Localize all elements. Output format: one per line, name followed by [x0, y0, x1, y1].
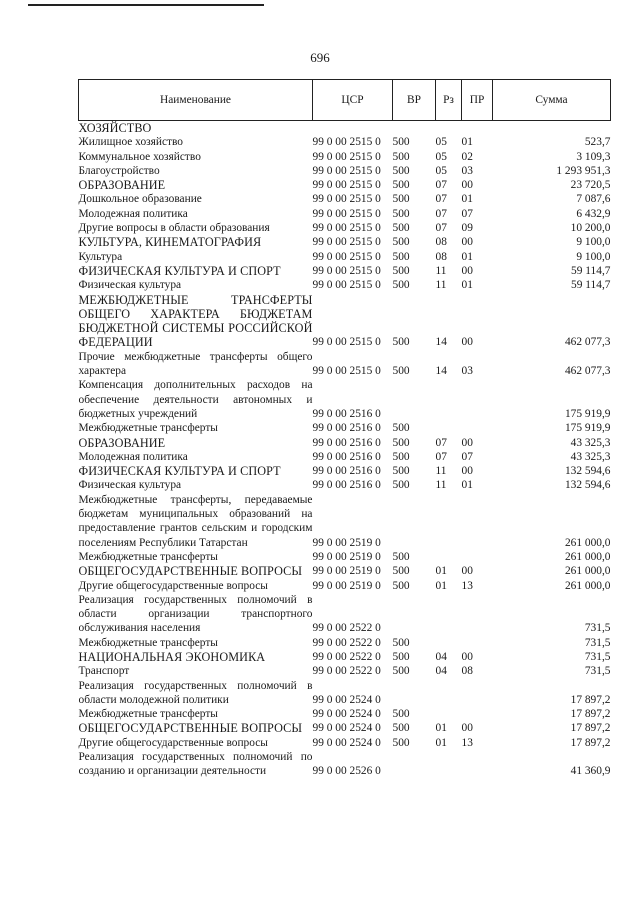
cell-sum: 10 200,0 [570, 222, 611, 235]
cell-pr: 00 [461, 436, 473, 449]
cell-name: Физическая культура [78, 279, 182, 292]
cell-rz: 04 [435, 665, 447, 678]
cell-rz: 07 [435, 179, 447, 192]
cell-rz: 08 [435, 236, 447, 249]
cell-csr: 99 0 00 2515 0 [312, 264, 381, 277]
cell-pr: 02 [461, 150, 473, 163]
cell-name: ОБРАЗОВАНИЕ [78, 435, 166, 450]
cell-sum: 261 000,0 [564, 565, 611, 578]
cell-vr: 500 [392, 479, 410, 492]
cell-csr: 99 0 00 2522 0 [312, 650, 381, 663]
table-row [79, 150, 611, 164]
cell-vr: 500 [392, 722, 410, 735]
table-row [79, 178, 611, 192]
cell-name: Межбюджетные трансферты [78, 636, 218, 649]
cell-vr: 500 [392, 207, 410, 220]
table-row [79, 636, 611, 650]
table-row [79, 250, 611, 264]
cell-sum: 523,7 [584, 136, 611, 149]
cell-vr: 500 [392, 179, 410, 192]
table-row [79, 650, 611, 664]
header-rz: Рз [436, 80, 462, 121]
cell-pr: 00 [461, 236, 473, 249]
cell-sum: 23 720,5 [570, 179, 611, 192]
table-row [79, 378, 611, 421]
cell-sum: 731,5 [584, 650, 611, 663]
cell-csr: 99 0 00 2519 0 [312, 565, 381, 578]
cell-rz [436, 636, 462, 650]
cell-vr: 500 [392, 465, 410, 478]
cell-vr: 500 [392, 365, 410, 378]
cell-rz [436, 121, 462, 136]
budget-table [78, 79, 611, 779]
cell-sum: 731,5 [584, 636, 611, 649]
header-row [79, 80, 611, 121]
table-header [79, 80, 611, 121]
cell-pr: 07 [461, 450, 473, 463]
cell-rz: 07 [435, 450, 447, 463]
cell-csr: 99 0 00 2515 0 [312, 236, 381, 249]
table-row [79, 221, 611, 235]
cell-csr: 99 0 00 2515 0 [312, 207, 381, 220]
cell-vr: 500 [392, 436, 410, 449]
table-row [79, 736, 611, 750]
cell-sum: 132 594,6 [564, 479, 611, 492]
cell-sum: 17 897,2 [570, 708, 611, 721]
cell-vr: 500 [392, 636, 410, 649]
cell-vr: 500 [392, 708, 410, 721]
cell-name: ОБЩЕГОСУДАРСТВЕННЫЕ ВОПРОСЫ [78, 721, 303, 736]
cell-pr [462, 636, 493, 650]
table-row [79, 493, 611, 550]
cell-rz: 07 [435, 222, 447, 235]
cell-csr: 99 0 00 2515 0 [312, 365, 381, 378]
cell-pr [462, 550, 493, 564]
cell-sum: 9 100,0 [576, 236, 611, 249]
cell-rz [436, 750, 462, 779]
cell-rz: 05 [435, 136, 447, 149]
header-csr: ЦСР [313, 80, 393, 121]
cell-name: Реализация государственных полномочий в области организации транспортного обслуживания населения [78, 593, 313, 635]
header-name: Наименование [79, 80, 313, 121]
cell-name: ОБЩЕГОСУДАРСТВЕННЫЕ ВОПРОСЫ [78, 564, 303, 579]
cell-sum: 9 100,0 [576, 250, 611, 263]
cell-csr: 99 0 00 2516 0 [312, 450, 381, 463]
cell-rz [436, 493, 462, 550]
table-row [79, 350, 611, 379]
table-row [79, 450, 611, 464]
table-row [79, 750, 611, 779]
cell-csr: 99 0 00 2516 0 [312, 407, 381, 420]
cell-pr [462, 707, 493, 721]
cell-pr: 09 [461, 222, 473, 235]
cell-name: Благоустройство [78, 164, 160, 177]
cell-pr: 00 [461, 650, 473, 663]
cell-sum: 59 114,7 [571, 279, 611, 292]
cell-vr [393, 750, 436, 779]
cell-csr: 99 0 00 2516 0 [312, 479, 381, 492]
table-row [79, 421, 611, 435]
cell-name: ФИЗИЧЕСКАЯ КУЛЬТУРА И СПОРТ [78, 464, 281, 479]
table-row [79, 664, 611, 678]
cell-pr: 01 [461, 479, 473, 492]
cell-name: Другие общегосударственные вопросы [78, 736, 268, 749]
cell-name: Физическая культура [78, 479, 182, 492]
table-row [79, 207, 611, 221]
cell-rz [436, 550, 462, 564]
cell-pr: 03 [461, 164, 473, 177]
cell-rz: 14 [435, 365, 447, 378]
cell-vr: 500 [392, 264, 410, 277]
cell-csr: 99 0 00 2522 0 [312, 665, 381, 678]
cell-csr: 99 0 00 2515 0 [312, 164, 381, 177]
cell-rz: 07 [435, 436, 447, 449]
cell-name: Молодежная политика [78, 207, 188, 220]
header-vr: ВР [393, 80, 436, 121]
table-body [79, 121, 611, 779]
cell-sum: 3 109,3 [576, 150, 611, 163]
top-rule [28, 4, 264, 6]
cell-name: ХОЗЯЙСТВО [78, 121, 152, 135]
cell-pr: 13 [461, 736, 473, 749]
cell-rz [436, 679, 462, 708]
cell-rz: 07 [435, 207, 447, 220]
cell-csr: 99 0 00 2519 0 [312, 536, 381, 549]
cell-csr: 99 0 00 2515 0 [312, 150, 381, 163]
cell-vr: 500 [392, 650, 410, 663]
cell-pr: 03 [461, 365, 473, 378]
cell-vr [393, 121, 436, 136]
cell-sum: 7 087,6 [576, 193, 611, 206]
table-row [79, 135, 611, 149]
cell-name: Межбюджетные трансферты [78, 422, 218, 435]
cell-name: Транспорт [78, 665, 130, 678]
cell-name: ОБРАЗОВАНИЕ [78, 178, 166, 193]
cell-pr [462, 593, 493, 636]
cell-rz [436, 593, 462, 636]
cell-name: Компенсация дополнительных расходов на обеспечение деятельности автономных и бюджетных учреждений [78, 379, 313, 420]
cell-csr: 99 0 00 2522 0 [312, 622, 381, 635]
cell-pr [462, 121, 493, 136]
cell-csr: 99 0 00 2515 0 [312, 136, 381, 149]
cell-name: Дошкольное образование [78, 193, 202, 206]
cell-vr: 500 [392, 450, 410, 463]
table-row [79, 192, 611, 206]
cell-name: Реализация государственных полномочий в области молодежной политики [78, 679, 313, 706]
cell-csr: 99 0 00 2515 0 [312, 279, 381, 292]
cell-vr: 500 [392, 136, 410, 149]
cell-name: Другие общегосударственные вопросы [78, 579, 268, 592]
cell-rz [436, 707, 462, 721]
cell-sum: 43 325,3 [570, 436, 611, 449]
cell-vr: 500 [392, 736, 410, 749]
cell-rz: 05 [435, 164, 447, 177]
cell-name: Прочие межбюджетные трансферты общего характера [78, 350, 313, 378]
cell-sum: 261 000,0 [564, 579, 611, 592]
cell-vr: 500 [392, 279, 410, 292]
cell-rz: 01 [435, 722, 447, 735]
cell-vr: 500 [392, 236, 410, 249]
cell-csr: 99 0 00 2515 0 [312, 193, 381, 206]
header-pr: ПР [462, 80, 493, 121]
cell-csr: 99 0 00 2516 0 [312, 436, 381, 449]
cell-vr [393, 593, 436, 636]
cell-name: Межбюджетные трансферты [78, 550, 218, 563]
cell-name: КУЛЬТУРА, КИНЕМАТОГРАФИЯ [78, 235, 262, 250]
cell-name: Жилищное хозяйство [78, 136, 184, 149]
cell-sum: 462 077,3 [564, 365, 611, 378]
cell-sum: 132 594,6 [564, 465, 611, 478]
cell-rz: 04 [435, 650, 447, 663]
cell-rz: 08 [435, 250, 447, 263]
cell-pr [462, 750, 493, 779]
cell-rz: 07 [435, 193, 447, 206]
cell-vr: 500 [392, 336, 410, 349]
cell-sum: 41 360,9 [570, 765, 611, 778]
cell-csr: 99 0 00 2522 0 [312, 636, 381, 649]
table-row [79, 593, 611, 636]
table-row [79, 564, 611, 578]
cell-sum: 175 919,9 [564, 422, 611, 435]
cell-sum: 17 897,2 [570, 722, 611, 735]
cell-rz: 05 [435, 150, 447, 163]
cell-sum: 59 114,7 [571, 264, 611, 277]
cell-name: Реализация государственных полномочий по созданию и организации деятельности [78, 751, 313, 778]
cell-name: Культура [78, 250, 123, 263]
cell-pr: 00 [461, 565, 473, 578]
cell-csr: 99 0 00 2526 0 [312, 765, 381, 778]
cell-vr: 500 [392, 550, 410, 563]
cell-csr: 99 0 00 2519 0 [312, 579, 381, 592]
cell-rz: 01 [435, 579, 447, 592]
cell-sum: 6 432,9 [576, 207, 611, 220]
cell-vr: 500 [392, 250, 410, 263]
cell-rz: 01 [435, 736, 447, 749]
cell-vr: 500 [392, 193, 410, 206]
table-row [79, 721, 611, 735]
cell-pr: 01 [461, 250, 473, 263]
table-row [79, 121, 611, 136]
cell-csr: 99 0 00 2524 0 [312, 736, 381, 749]
cell-pr [462, 378, 493, 421]
cell-sum: 261 000,0 [564, 550, 611, 563]
header-sum: Сумма [493, 80, 611, 121]
table-row [79, 235, 611, 249]
cell-sum: 731,5 [584, 622, 611, 635]
cell-pr: 00 [461, 336, 473, 349]
cell-sum: 17 897,2 [570, 736, 611, 749]
cell-csr: 99 0 00 2515 0 [312, 179, 381, 192]
cell-pr: 00 [461, 179, 473, 192]
cell-sum: 1 293 951,3 [556, 164, 611, 177]
cell-pr: 01 [461, 279, 473, 292]
cell-rz [436, 378, 462, 421]
cell-csr: 99 0 00 2516 0 [312, 465, 381, 478]
cell-sum: 462 077,3 [564, 336, 611, 349]
cell-sum: 731,5 [584, 665, 611, 678]
cell-name: МЕЖБЮДЖЕТНЫЕ ТРАНСФЕРТЫ ОБЩЕГО ХАРАКТЕРА БЮДЖЕТАМ БЮДЖЕТНОЙ СИСТЕМЫ РОССИЙСКОЙ ФЕДЕРАЦИИ [78, 292, 313, 350]
page-number: 696 [310, 50, 330, 65]
table-row [79, 278, 611, 292]
cell-csr: 99 0 00 2524 0 [312, 693, 381, 706]
cell-csr: 99 0 00 2515 0 [312, 250, 381, 263]
cell-pr: 00 [461, 465, 473, 478]
cell-vr: 500 [392, 422, 410, 435]
cell-pr: 01 [461, 193, 473, 206]
table-row [79, 579, 611, 593]
table-row [79, 707, 611, 721]
cell-pr: 13 [461, 579, 473, 592]
cell-name: Коммунальное хозяйство [78, 150, 201, 163]
table-row [79, 679, 611, 708]
table-row [79, 478, 611, 492]
cell-csr: 99 0 00 2515 0 [312, 336, 381, 349]
cell-csr: 99 0 00 2515 0 [312, 222, 381, 235]
cell-name: НАЦИОНАЛЬНАЯ ЭКОНОМИКА [78, 649, 266, 664]
table-row [79, 293, 611, 350]
cell-vr [393, 493, 436, 550]
cell-rz: 11 [435, 479, 447, 492]
table-row [79, 436, 611, 450]
cell-vr: 500 [392, 150, 410, 163]
cell-name: Молодежная политика [78, 450, 188, 463]
cell-pr: 07 [461, 207, 473, 220]
table-row [79, 164, 611, 178]
cell-name: Межбюджетные трансферты, передаваемые бюджетам муниципальных образований на предоставление грантов сельским и городским поселениям Республики Татарстан [78, 493, 313, 549]
cell-pr: 08 [461, 665, 473, 678]
table-row [79, 264, 611, 278]
table-row [79, 464, 611, 478]
cell-vr: 500 [392, 222, 410, 235]
table-row [79, 550, 611, 564]
cell-pr [462, 493, 493, 550]
cell-csr: 99 0 00 2524 0 [312, 708, 381, 721]
cell-sum [493, 121, 611, 136]
cell-vr: 500 [392, 565, 410, 578]
cell-vr: 500 [392, 579, 410, 592]
cell-pr [462, 679, 493, 708]
cell-csr: 99 0 00 2516 0 [312, 422, 381, 435]
cell-sum: 175 919,9 [564, 407, 611, 420]
cell-sum: 43 325,3 [570, 450, 611, 463]
cell-rz: 14 [435, 336, 447, 349]
cell-rz: 01 [435, 565, 447, 578]
cell-sum: 261 000,0 [564, 536, 611, 549]
cell-rz [436, 421, 462, 435]
cell-csr [313, 121, 393, 136]
cell-rz: 11 [435, 264, 447, 277]
cell-csr: 99 0 00 2524 0 [312, 722, 381, 735]
cell-vr: 500 [392, 164, 410, 177]
cell-vr: 500 [392, 665, 410, 678]
cell-csr: 99 0 00 2519 0 [312, 550, 381, 563]
cell-rz: 11 [435, 465, 447, 478]
cell-vr [393, 378, 436, 421]
cell-pr: 00 [461, 722, 473, 735]
cell-pr: 00 [461, 264, 473, 277]
cell-name: Другие вопросы в области образования [78, 222, 270, 235]
cell-name: ФИЗИЧЕСКАЯ КУЛЬТУРА И СПОРТ [78, 263, 281, 278]
cell-vr [393, 679, 436, 708]
cell-rz: 11 [435, 279, 447, 292]
cell-pr [462, 421, 493, 435]
cell-pr: 01 [461, 136, 473, 149]
cell-sum: 17 897,2 [570, 693, 611, 706]
cell-name: Межбюджетные трансферты [78, 708, 218, 721]
